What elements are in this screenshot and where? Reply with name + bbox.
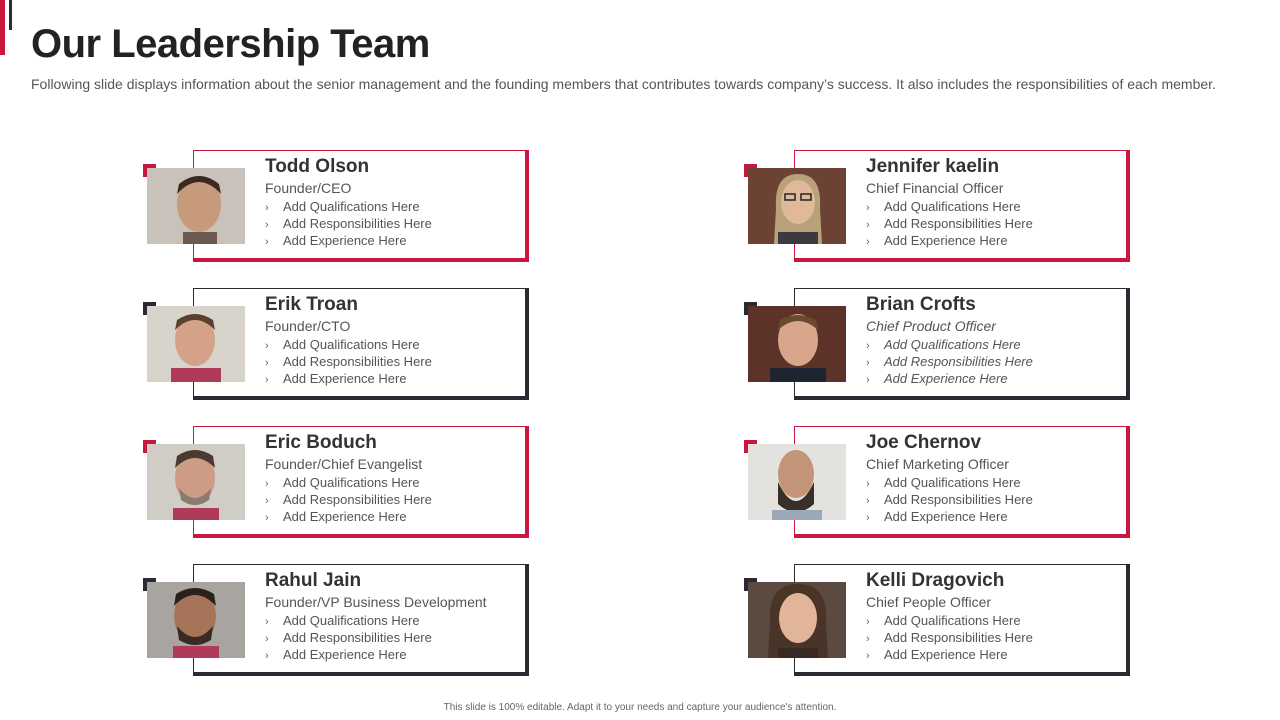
member-card-brian-crofts [744, 288, 1130, 402]
member-photo [748, 582, 846, 658]
member-role: Chief Product Officer [866, 318, 996, 334]
member-details [265, 337, 432, 388]
member-card-rahul-jain [143, 564, 529, 678]
chevron-right-icon: › [866, 202, 870, 214]
chevron-right-icon: › [265, 202, 269, 214]
list-item: › Add Qualifications Here [866, 475, 1021, 490]
footer-note: This slide is 100% editable. Adapt it to your needs and capture your audience's attention. [443, 702, 837, 713]
list-item: › Add Qualifications Here [265, 199, 420, 214]
member-photo [748, 306, 846, 382]
chevron-right-icon: › [866, 340, 870, 352]
chevron-right-icon: › [265, 512, 269, 524]
chevron-right-icon: › [866, 374, 870, 386]
member-details [866, 613, 1033, 664]
chevron-right-icon: › [265, 495, 269, 507]
member-photo [147, 168, 245, 244]
chevron-right-icon: › [866, 478, 870, 490]
list-item: › Add Experience Here [265, 371, 407, 386]
member-role: Chief People Officer [866, 594, 992, 610]
chevron-right-icon: › [265, 236, 269, 248]
chevron-right-icon: › [265, 616, 269, 628]
list-item: › Add Experience Here [265, 233, 407, 248]
list-item: › Add Responsibilities Here [265, 630, 432, 645]
accent-bar-red [0, 0, 5, 55]
member-photo [748, 168, 846, 244]
chevron-right-icon: › [866, 495, 870, 507]
member-role: Chief Marketing Officer [866, 456, 1009, 472]
chevron-right-icon: › [866, 650, 870, 662]
chevron-right-icon: › [265, 633, 269, 645]
member-details [866, 337, 1033, 388]
member-details [866, 475, 1033, 526]
member-photo [147, 582, 245, 658]
chevron-right-icon: › [265, 357, 269, 369]
list-item: › Add Experience Here [265, 509, 407, 524]
list-item: › Add Responsibilities Here [866, 630, 1033, 645]
page-title: Our Leadership Team [31, 22, 430, 66]
member-details [265, 199, 432, 250]
chevron-right-icon: › [265, 219, 269, 231]
chevron-right-icon: › [866, 357, 870, 369]
member-name: Todd Olson [265, 156, 370, 177]
member-card-eric-boduch [143, 426, 529, 540]
list-item: › Add Qualifications Here [265, 475, 420, 490]
member-name: Eric Boduch [265, 432, 377, 453]
chevron-right-icon: › [265, 650, 269, 662]
chevron-right-icon: › [866, 633, 870, 645]
list-item: › Add Qualifications Here [866, 613, 1021, 628]
chevron-right-icon: › [866, 236, 870, 248]
member-card-kelli-dragovich [744, 564, 1130, 678]
member-role: Chief Financial Officer [866, 180, 1004, 196]
member-card-erik-troan [143, 288, 529, 402]
accent-bar-dark [9, 0, 12, 30]
list-item: › Add Responsibilities Here [265, 216, 432, 231]
list-item: › Add Responsibilities Here [866, 354, 1033, 369]
member-role: Founder/Chief Evangelist [265, 456, 423, 472]
member-role: Founder/VP Business Development [265, 594, 487, 610]
chevron-right-icon: › [265, 478, 269, 490]
member-name: Joe Chernov [866, 432, 982, 453]
member-photo [147, 444, 245, 520]
member-name: Jennifer kaelin [866, 156, 1000, 177]
member-photo [147, 306, 245, 382]
page-subtitle: Following slide displays information about the senior management and the founding members that contributes towards company’s success. It also includes the responsibilities of each member. [31, 76, 1216, 92]
member-role: Founder/CTO [265, 318, 351, 334]
member-details [265, 475, 432, 526]
list-item: › Add Experience Here [866, 647, 1008, 662]
list-item: › Add Responsibilities Here [265, 492, 432, 507]
chevron-right-icon: › [265, 340, 269, 352]
chevron-right-icon: › [265, 374, 269, 386]
list-item: › Add Responsibilities Here [265, 354, 432, 369]
list-item: › Add Experience Here [866, 233, 1008, 248]
list-item: › Add Experience Here [265, 647, 407, 662]
member-details [866, 199, 1033, 250]
member-role: Founder/CEO [265, 180, 352, 196]
list-item: › Add Qualifications Here [866, 337, 1021, 352]
chevron-right-icon: › [866, 219, 870, 231]
member-card-todd-olson [143, 150, 529, 264]
member-name: Kelli Dragovich [866, 570, 1005, 591]
chevron-right-icon: › [866, 616, 870, 628]
member-name: Rahul Jain [265, 570, 362, 591]
list-item: › Add Experience Here [866, 371, 1008, 386]
list-item: › Add Responsibilities Here [866, 492, 1033, 507]
list-item: › Add Qualifications Here [265, 613, 420, 628]
member-photo [748, 444, 846, 520]
list-item: › Add Qualifications Here [866, 199, 1021, 214]
list-item: › Add Responsibilities Here [866, 216, 1033, 231]
member-card-jennifer-kaelin [744, 150, 1130, 264]
list-item: › Add Experience Here [866, 509, 1008, 524]
member-name: Brian Crofts [866, 294, 976, 315]
member-name: Erik Troan [265, 294, 358, 315]
member-card-joe-chernov [744, 426, 1130, 540]
chevron-right-icon: › [866, 512, 870, 524]
list-item: › Add Qualifications Here [265, 337, 420, 352]
member-details [265, 613, 432, 664]
